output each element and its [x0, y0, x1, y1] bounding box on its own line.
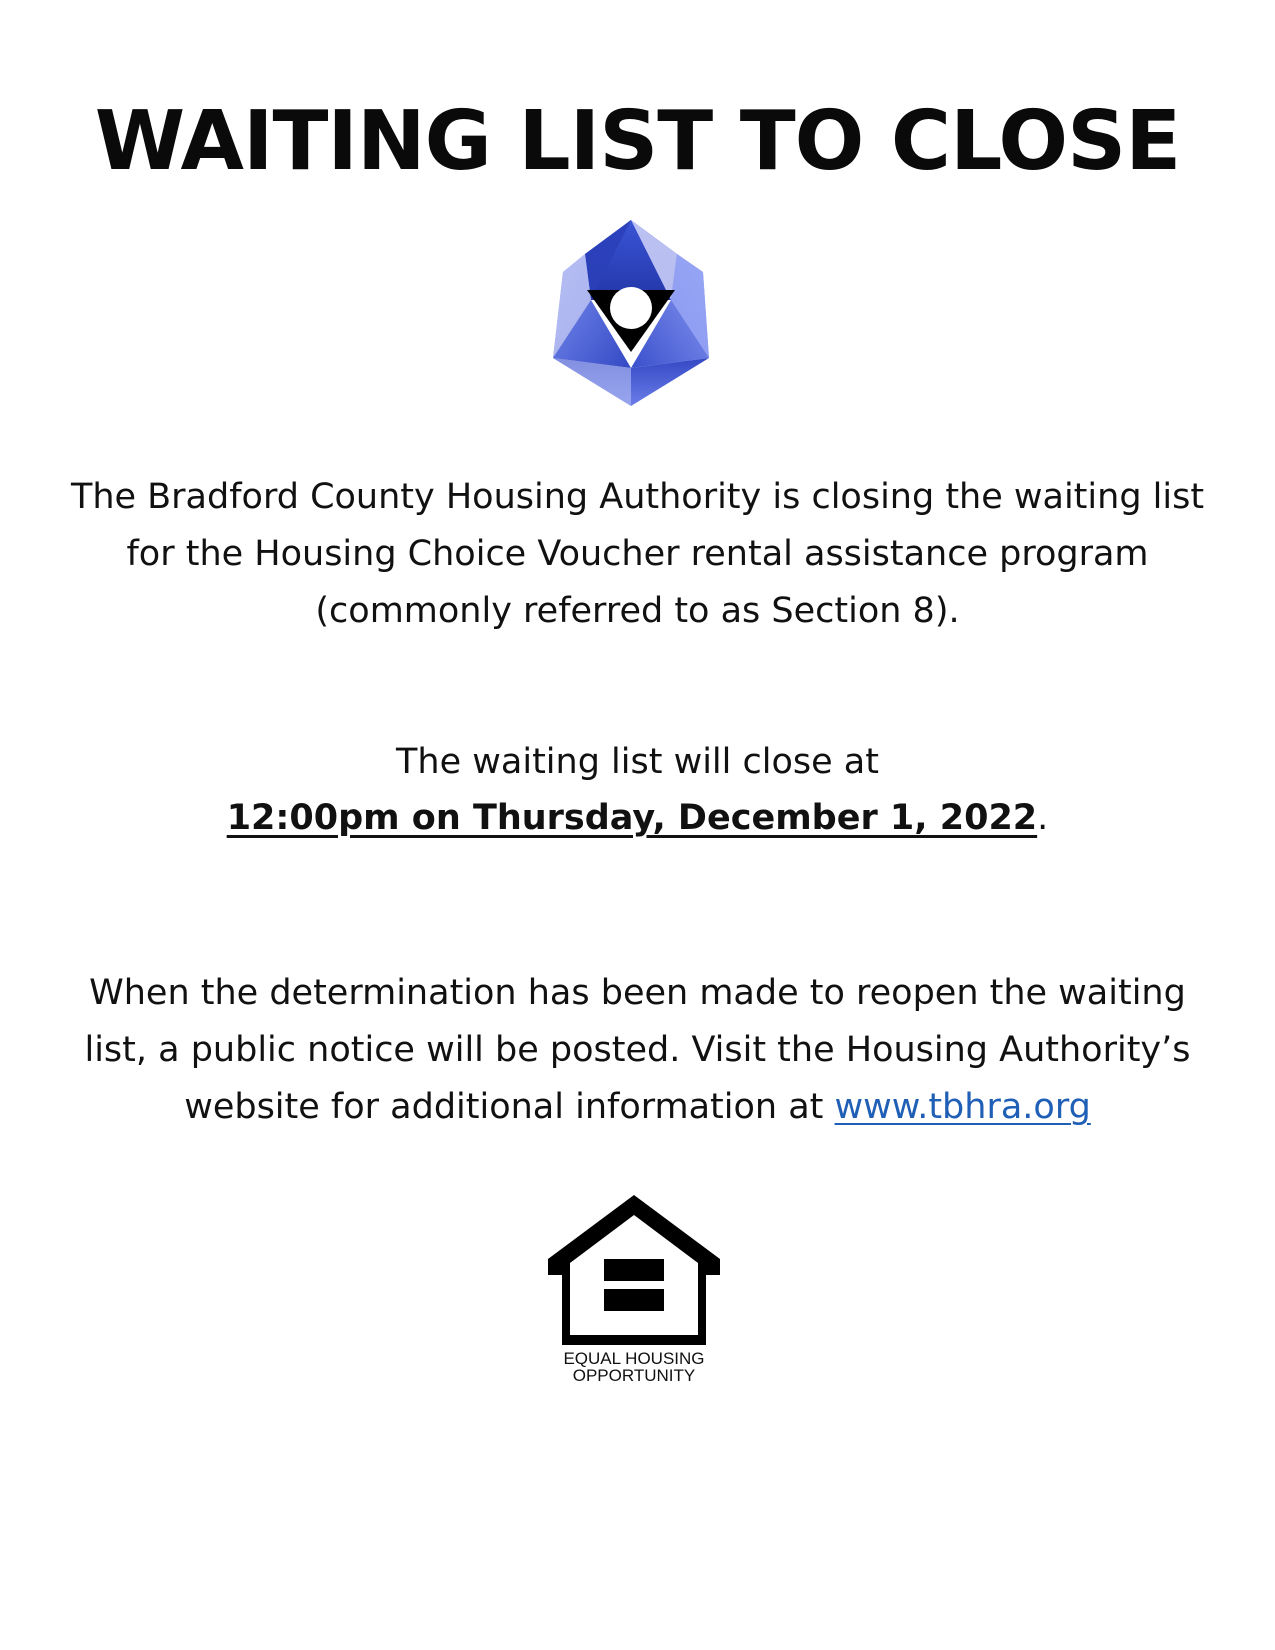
- close-intro-text: The waiting list will close at: [396, 742, 879, 782]
- housing-authority-logo-icon: [545, 220, 717, 406]
- page-title: WAITING LIST TO CLOSE: [94, 94, 1181, 189]
- equal-housing-caption-line2: OPPORTUNITY: [572, 1366, 696, 1385]
- close-date-period: .: [1037, 798, 1049, 838]
- website-link[interactable]: www.tbhra.org: [834, 1087, 1091, 1127]
- close-date: 12:00pm on Thursday, December 1, 2022: [226, 798, 1038, 838]
- reopen-paragraph: [60, 965, 1215, 1136]
- close-date-line: [60, 790, 1215, 847]
- equal-housing-caption-line1: EQUAL HOUSING: [563, 1349, 705, 1368]
- intro-paragraph: The Bradford County Housing Authority is closing the waiting list for the Housing Choice Voucher rental assistance program (commonly referred to as Section 8).: [70, 477, 1205, 631]
- reopen-paragraph-text: When the determination has been made to reopen the waiting list, a public notice will be posted. Visit the Housing Authority’s website for additional information at: [84, 973, 1191, 1127]
